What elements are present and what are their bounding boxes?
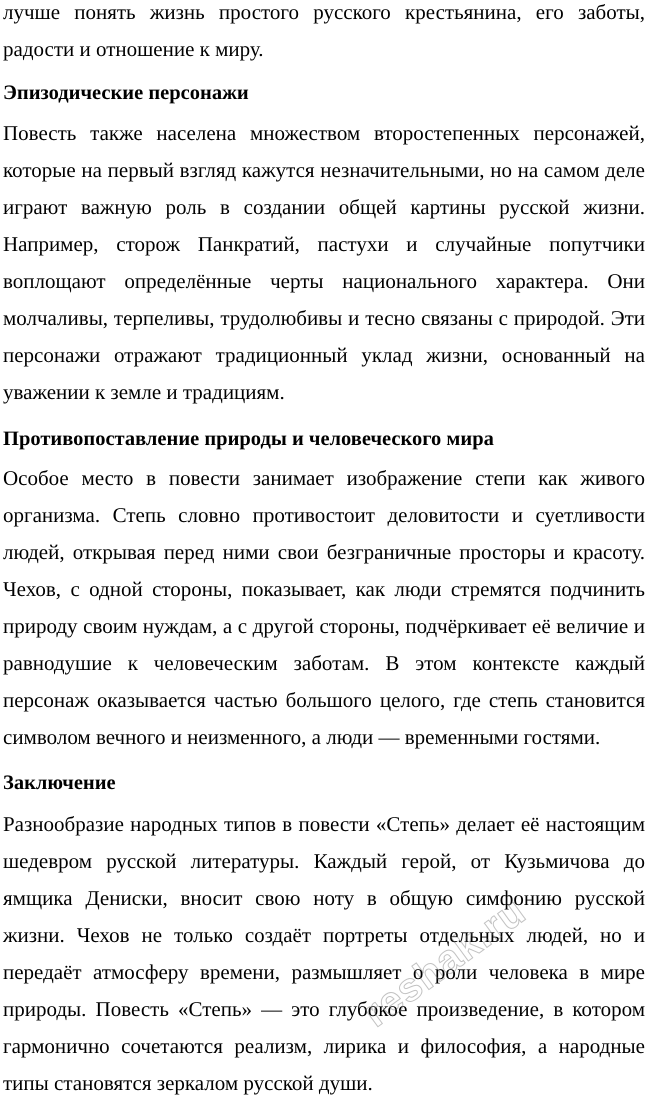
intro-paragraph-tail: лучше понять жизнь простого русского крестьянина, его заботы, радости и отношение к миру. <box>3 0 645 61</box>
section-heading-nature-vs-human: Противопоставление природы и человеческого мира <box>3 428 494 450</box>
section-heading-conclusion: Заключение <box>3 772 116 794</box>
watermark-logo: reshak.ru <box>355 888 534 1036</box>
section-heading-episodic-characters: Эпизодические персонажи <box>3 82 249 104</box>
section-paragraph-conclusion: Разнообразие народных типов в повести «Степь» делает её настоящим шедевром русской литературы. Каждый герой, от Кузьмичова до ямщика Дениски, вносит свою ноту в общую симфонию русской жизни. Чехов не только создаёт портреты отдельных людей, но и передаёт атмосферу времени, размышляет о роли человека в мире природы. Повесть «Степь» — это глубокое произведение, в котором гармонично сочетаются реализм, лирика и философия, а народные типы становятся зеркалом русской души. <box>3 812 645 1095</box>
section-paragraph-episodic-characters: Повесть также населена множеством второстепенных персонажей, которые на первый взгляд кажутся незначительными, но на самом деле играют важную роль в создании общей картины русской жизни. Например, сторож Панкратий, пастухи и случайные попутчики воплощают определённые черты национального характера. Они молчаливы, терпеливы, трудолюбивы и тесно связаны с природой. Эти персонажи отражают традиционный уклад жизни, основанный на уважении к земле и традициям. <box>3 121 645 404</box>
section-paragraph-nature-vs-human: Особое место в повести занимает изображение степи как живого организма. Степь словно противостоит деловитости и суетливости людей, открывая перед ними свои безграничные просторы и красоту. Чехов, с одной стороны, показывает, как люди стремятся подчинить природу своим нуждам, а с другой стороны, подчёркивает её величие и равнодушие к человеческим заботам. В этом контексте каждый персонаж оказывается частью большого целого, где степь становится символом вечного и неизменного, а люди — временными гостями. <box>3 466 645 749</box>
